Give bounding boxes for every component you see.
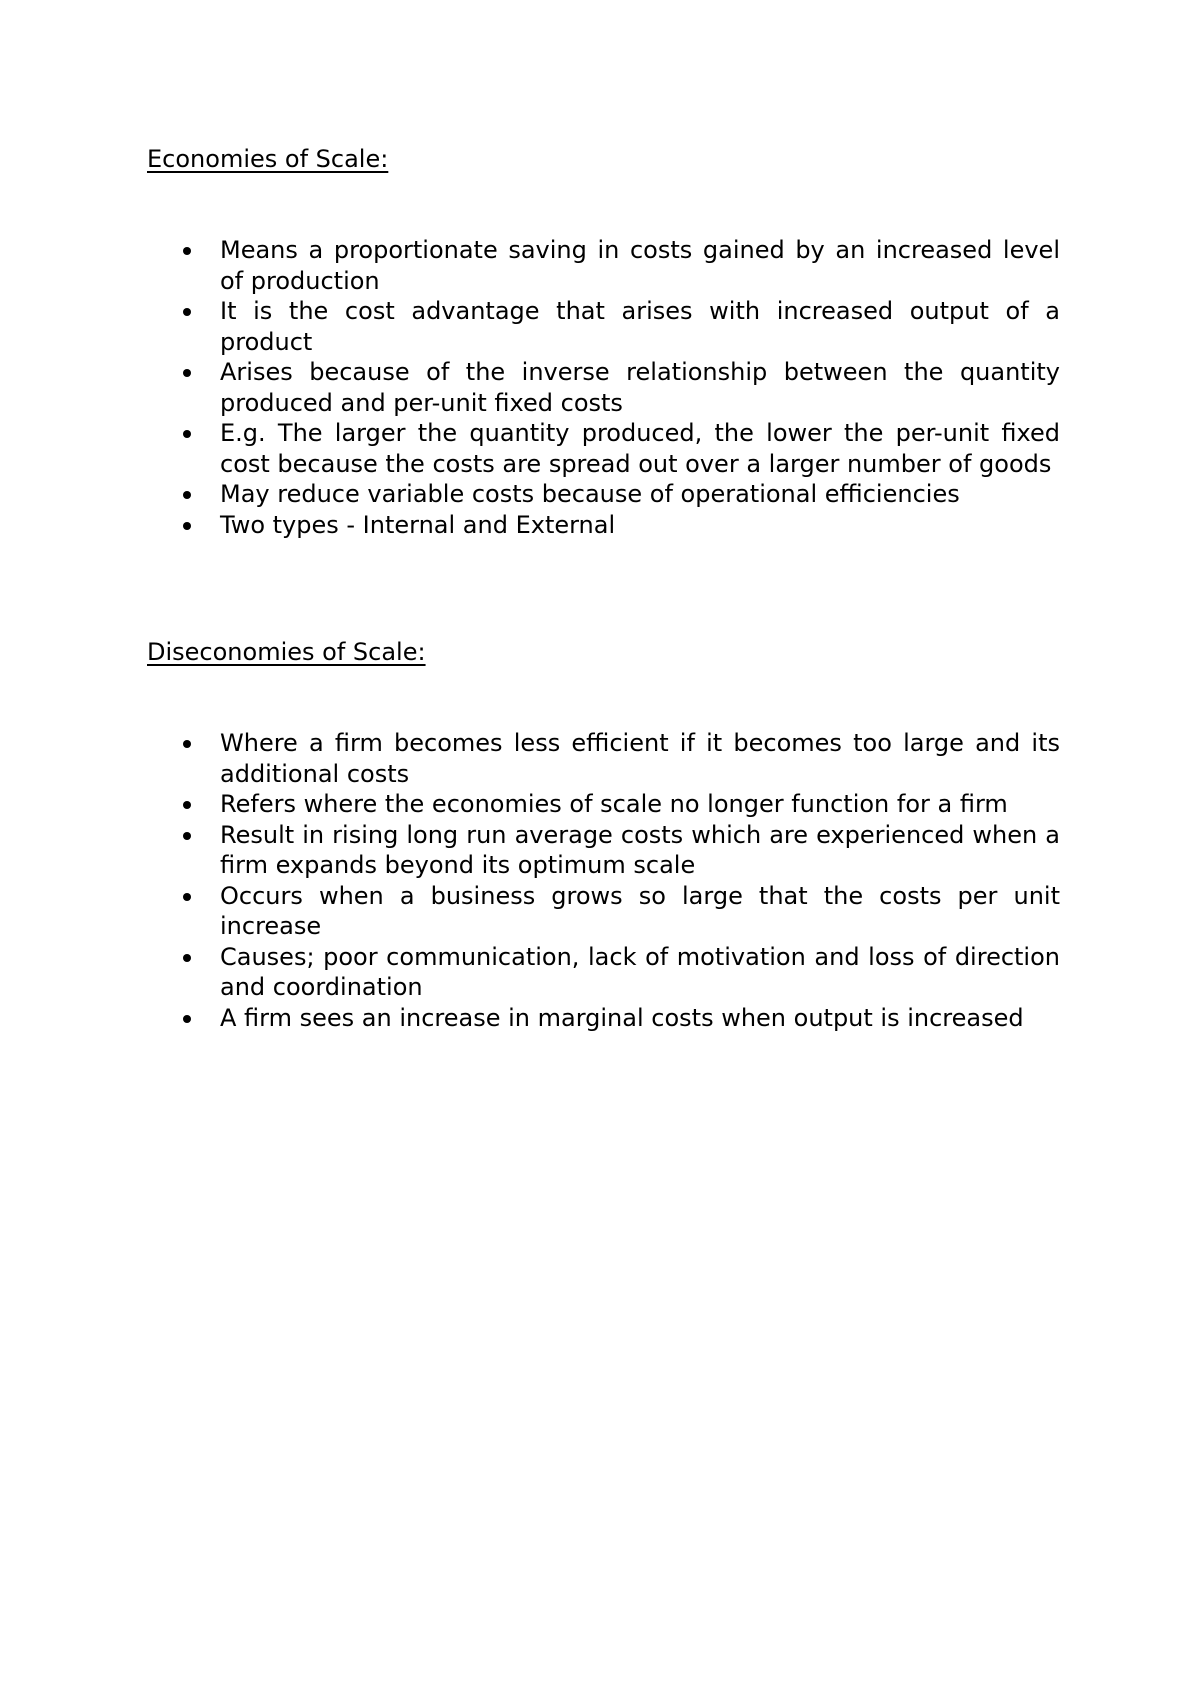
list-item [147,418,1060,479]
list-item-text: Result in rising long run average costs which are experienced when a firm expands beyond its optimum scale [220,820,1060,879]
list-item-text: Causes; poor communication, lack of motivation and loss of direction and coordination [220,942,1060,1001]
economies-of-scale-section [147,142,1060,540]
list-item [147,942,1060,1003]
bullet-icon [183,430,191,438]
list-item [147,789,1060,820]
bullet-icon [183,491,191,499]
list-item-text: Where a firm becomes less efficient if it becomes too large and its additional costs [220,729,1060,788]
list-item [147,357,1060,418]
bullet-icon [183,1015,191,1023]
bullet-icon [183,247,191,255]
list-item [147,881,1060,942]
bullet-icon [183,801,191,809]
list-item-text: Arises because of the inverse relationship between the quantity produced and per-unit fixed costs [220,358,1060,417]
list-item [147,820,1060,881]
list-item-text: Means a proportionate saving in costs gained by an increased level of production [220,236,1060,295]
list-item-text: May reduce variable costs because of operational efficiencies [220,480,960,508]
list-item [147,1003,1060,1034]
list-item [147,479,1060,510]
list-item-text: Two types - Internal and External [220,510,616,539]
list-item-text: Occurs when a business grows so large that the costs per unit increase [220,881,1060,940]
bullet-icon [183,308,191,316]
list-item-text: E.g. The larger the quantity produced, the lower the per-unit fixed cost because the costs are spread out over a larger number of goods [220,419,1060,478]
economies-bullet-list [147,235,1060,540]
bullet-icon [183,954,191,962]
bullet-icon [183,369,191,377]
list-item [147,510,1060,541]
bullet-icon [183,893,191,901]
list-item-text: Refers where the economies of scale no longer function for a firm [220,790,1008,818]
diseconomies-bullet-list [147,728,1060,1033]
list-item [147,235,1060,296]
diseconomies-heading: Diseconomies of Scale: [147,638,426,666]
bullet-icon [183,832,191,840]
economies-heading: Economies of Scale: [147,145,389,173]
list-item-text: It is the cost advantage that arises with increased output of a product [220,297,1060,356]
list-item [147,296,1060,357]
list-item-text: A firm sees an increase in marginal costs when output is increased [220,1003,1024,1032]
bullet-icon [183,740,191,748]
diseconomies-of-scale-section [147,635,1060,1033]
bullet-icon [183,522,191,530]
list-item [147,728,1060,789]
